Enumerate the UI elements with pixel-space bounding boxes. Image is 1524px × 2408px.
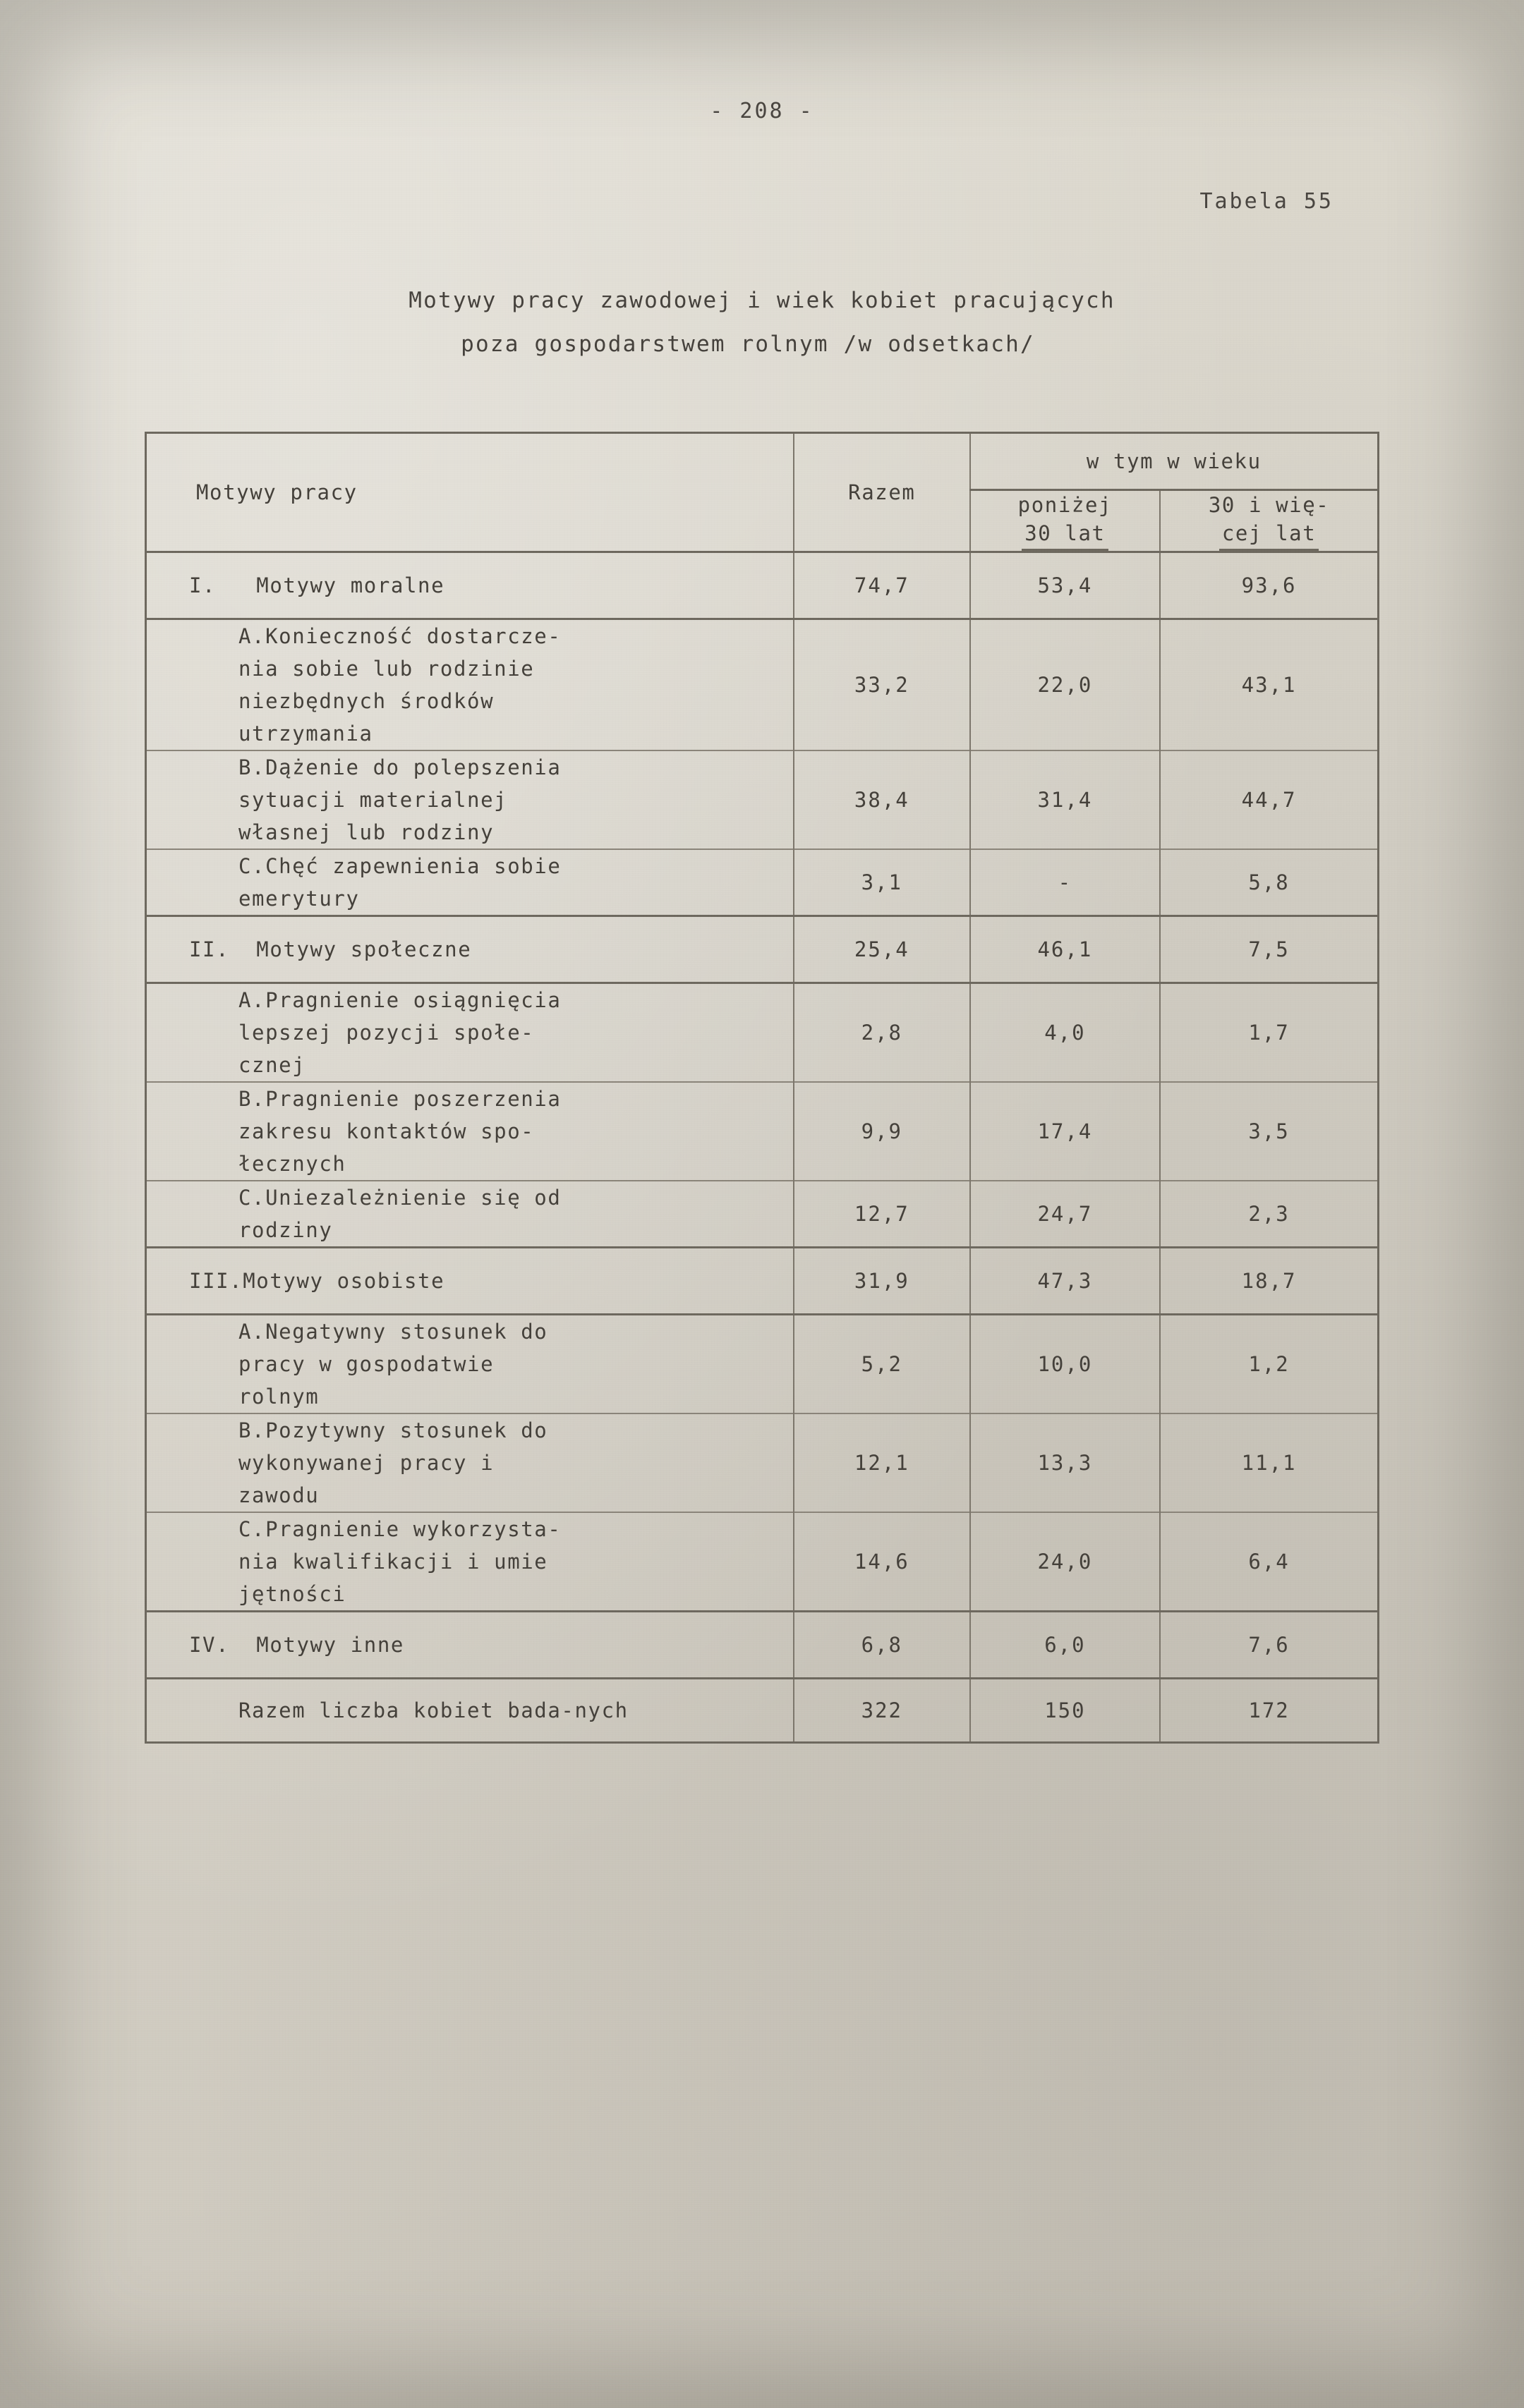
header-over-30-line-1: 30 i wię- — [1208, 493, 1330, 517]
section-label — [146, 1612, 794, 1679]
item-label — [146, 849, 794, 916]
section-title: Motywy osobiste — [243, 1269, 445, 1293]
page-title-line-1: Motywy pracy zawodowej i wiek kobiet pracujących — [409, 288, 1115, 313]
table-row — [146, 849, 1379, 916]
label-line: B.Pozytywny stosunek do — [238, 1418, 548, 1442]
cell-over-30: 2,3 — [1160, 1181, 1378, 1248]
label-line: emerytury — [238, 887, 360, 911]
cell-over-30: 93,6 — [1160, 552, 1378, 619]
motives-table — [145, 432, 1379, 1744]
cell-under-30: - — [970, 849, 1161, 916]
cell-total: 33,2 — [794, 619, 970, 751]
label-line: pracy w gospodatwie — [238, 1352, 495, 1376]
section-title: Motywy moralne — [216, 573, 445, 597]
cell-total: 12,7 — [794, 1181, 970, 1248]
header-age-group: w tym w wieku — [970, 433, 1379, 490]
cell-under-30: 31,4 — [970, 750, 1161, 849]
table-row — [146, 1248, 1379, 1315]
item-label — [146, 750, 794, 849]
section-title: Motywy społeczne — [229, 937, 472, 961]
table-bottom-border-cell — [146, 1743, 794, 1744]
cell-over-30: 43,1 — [1160, 619, 1378, 751]
cell-under-30: 53,4 — [970, 552, 1161, 619]
table-row — [146, 983, 1379, 1083]
section-number: II. — [189, 937, 230, 961]
summary-label — [146, 1679, 794, 1743]
cell-total: 25,4 — [794, 916, 970, 983]
table-row — [146, 1612, 1379, 1679]
table-row — [146, 1512, 1379, 1612]
label-line: A.Pragnienie osiągnięcia — [238, 988, 562, 1012]
header-under-30-line-2: 30 lat — [1022, 519, 1108, 551]
cell-over-30: 44,7 — [1160, 750, 1378, 849]
label-line: własnej lub rodziny — [238, 820, 495, 844]
cell-total: 9,9 — [794, 1082, 970, 1181]
item-label — [146, 619, 794, 751]
cell-total: 14,6 — [794, 1512, 970, 1612]
label-line: rolnym — [238, 1385, 320, 1409]
cell-total: 6,8 — [794, 1612, 970, 1679]
table-head — [146, 433, 1379, 552]
cell-under-30: 13,3 — [970, 1413, 1161, 1512]
item-label — [146, 983, 794, 1083]
cell-total: 5,2 — [794, 1315, 970, 1414]
label-line: łecznych — [238, 1152, 346, 1176]
header-under-30-line-1: poniżej — [1017, 493, 1113, 517]
label-line: nia sobie lub rodzinie — [238, 657, 535, 681]
cell-over-30: 6,4 — [1160, 1512, 1378, 1612]
header-over-30-line-2: cej lat — [1219, 519, 1319, 551]
table-row — [146, 1413, 1379, 1512]
cell-total: 12,1 — [794, 1413, 970, 1512]
table-row — [146, 1181, 1379, 1248]
cell-total: 322 — [794, 1679, 970, 1743]
label-line: B.Pragnienie poszerzenia — [238, 1087, 562, 1111]
cell-over-30: 7,6 — [1160, 1612, 1378, 1679]
cell-under-30: 10,0 — [970, 1315, 1161, 1414]
cell-under-30: 24,0 — [970, 1512, 1161, 1612]
table-header-row — [146, 433, 1379, 490]
section-title: Motywy inne — [229, 1633, 404, 1657]
item-label — [146, 1181, 794, 1248]
label-line: zakresu kontaktów spo- — [238, 1119, 535, 1143]
page-title-line-2: poza gospodarstwem rolnym /w odsetkach/ — [461, 332, 1035, 357]
cell-under-30: 6,0 — [970, 1612, 1161, 1679]
table-row — [146, 552, 1379, 619]
table-row — [146, 750, 1379, 849]
cell-total: 38,4 — [794, 750, 970, 849]
label-line: C.Pragnienie wykorzysta- — [238, 1517, 562, 1541]
cell-under-30: 24,7 — [970, 1181, 1161, 1248]
cell-under-30: 47,3 — [970, 1248, 1161, 1315]
label-line: Razem liczba kobiet bada- — [238, 1698, 575, 1722]
label-line: lepszej pozycji społe- — [238, 1021, 535, 1045]
cell-over-30: 7,5 — [1160, 916, 1378, 983]
item-label — [146, 1082, 794, 1181]
cell-under-30: 22,0 — [970, 619, 1161, 751]
table-row — [146, 619, 1379, 751]
item-label — [146, 1512, 794, 1612]
cell-over-30: 11,1 — [1160, 1413, 1378, 1512]
cell-under-30: 150 — [970, 1679, 1161, 1743]
label-line: C.Chęć zapewnienia sobie — [238, 854, 562, 878]
table-row — [146, 916, 1379, 983]
table-row — [146, 1315, 1379, 1414]
cell-total: 2,8 — [794, 983, 970, 1083]
label-line: A.Negatywny stosunek do — [238, 1320, 548, 1344]
label-line: nych — [574, 1698, 629, 1722]
header-under-30 — [970, 490, 1161, 552]
label-line: sytuacji materialnej — [238, 788, 508, 812]
section-label — [146, 552, 794, 619]
label-line: utrzymania — [238, 722, 373, 746]
table-bottom-border-cell — [970, 1743, 1161, 1744]
header-motives: Motywy pracy — [146, 433, 794, 552]
label-line: niezbędnych środków — [238, 689, 495, 713]
table-bottom-border — [146, 1743, 1379, 1744]
cell-under-30: 4,0 — [970, 983, 1161, 1083]
label-line: B.Dążenie do polepszenia — [238, 755, 562, 779]
table-body — [146, 552, 1379, 1744]
cell-over-30: 18,7 — [1160, 1248, 1378, 1315]
label-line: rodziny — [238, 1218, 333, 1242]
section-number: I. — [189, 573, 217, 597]
label-line: C.Uniezależnienie się od — [238, 1186, 562, 1210]
cell-under-30: 17,4 — [970, 1082, 1161, 1181]
label-line: A.Konieczność dostarcze- — [238, 624, 562, 648]
cell-over-30: 3,5 — [1160, 1082, 1378, 1181]
cell-total: 3,1 — [794, 849, 970, 916]
label-line: nia kwalifikacji i umie — [238, 1550, 548, 1574]
section-label — [146, 916, 794, 983]
cell-over-30: 1,7 — [1160, 983, 1378, 1083]
item-label — [146, 1315, 794, 1414]
item-label — [146, 1413, 794, 1512]
table-bottom-border-cell — [1160, 1743, 1378, 1744]
label-line: cznej — [238, 1053, 306, 1077]
cell-under-30: 46,1 — [970, 916, 1161, 983]
cell-over-30: 172 — [1160, 1679, 1378, 1743]
label-line: jętności — [238, 1582, 346, 1606]
table-row — [146, 1679, 1379, 1743]
table-row — [146, 1082, 1379, 1181]
label-line: zawodu — [238, 1483, 320, 1507]
header-over-30 — [1160, 490, 1378, 552]
section-number: IV. — [189, 1633, 230, 1657]
cell-total: 74,7 — [794, 552, 970, 619]
table-caption-number: Tabela 55 — [1199, 189, 1334, 214]
page-title — [0, 279, 1524, 366]
section-number: III. — [189, 1269, 243, 1293]
cell-over-30: 1,2 — [1160, 1315, 1378, 1414]
cell-over-30: 5,8 — [1160, 849, 1378, 916]
page-number: - 208 - — [710, 99, 814, 123]
table-bottom-border-cell — [794, 1743, 970, 1744]
section-label — [146, 1248, 794, 1315]
header-total: Razem — [794, 433, 970, 552]
cell-total: 31,9 — [794, 1248, 970, 1315]
label-line: wykonywanej pracy i — [238, 1451, 495, 1475]
